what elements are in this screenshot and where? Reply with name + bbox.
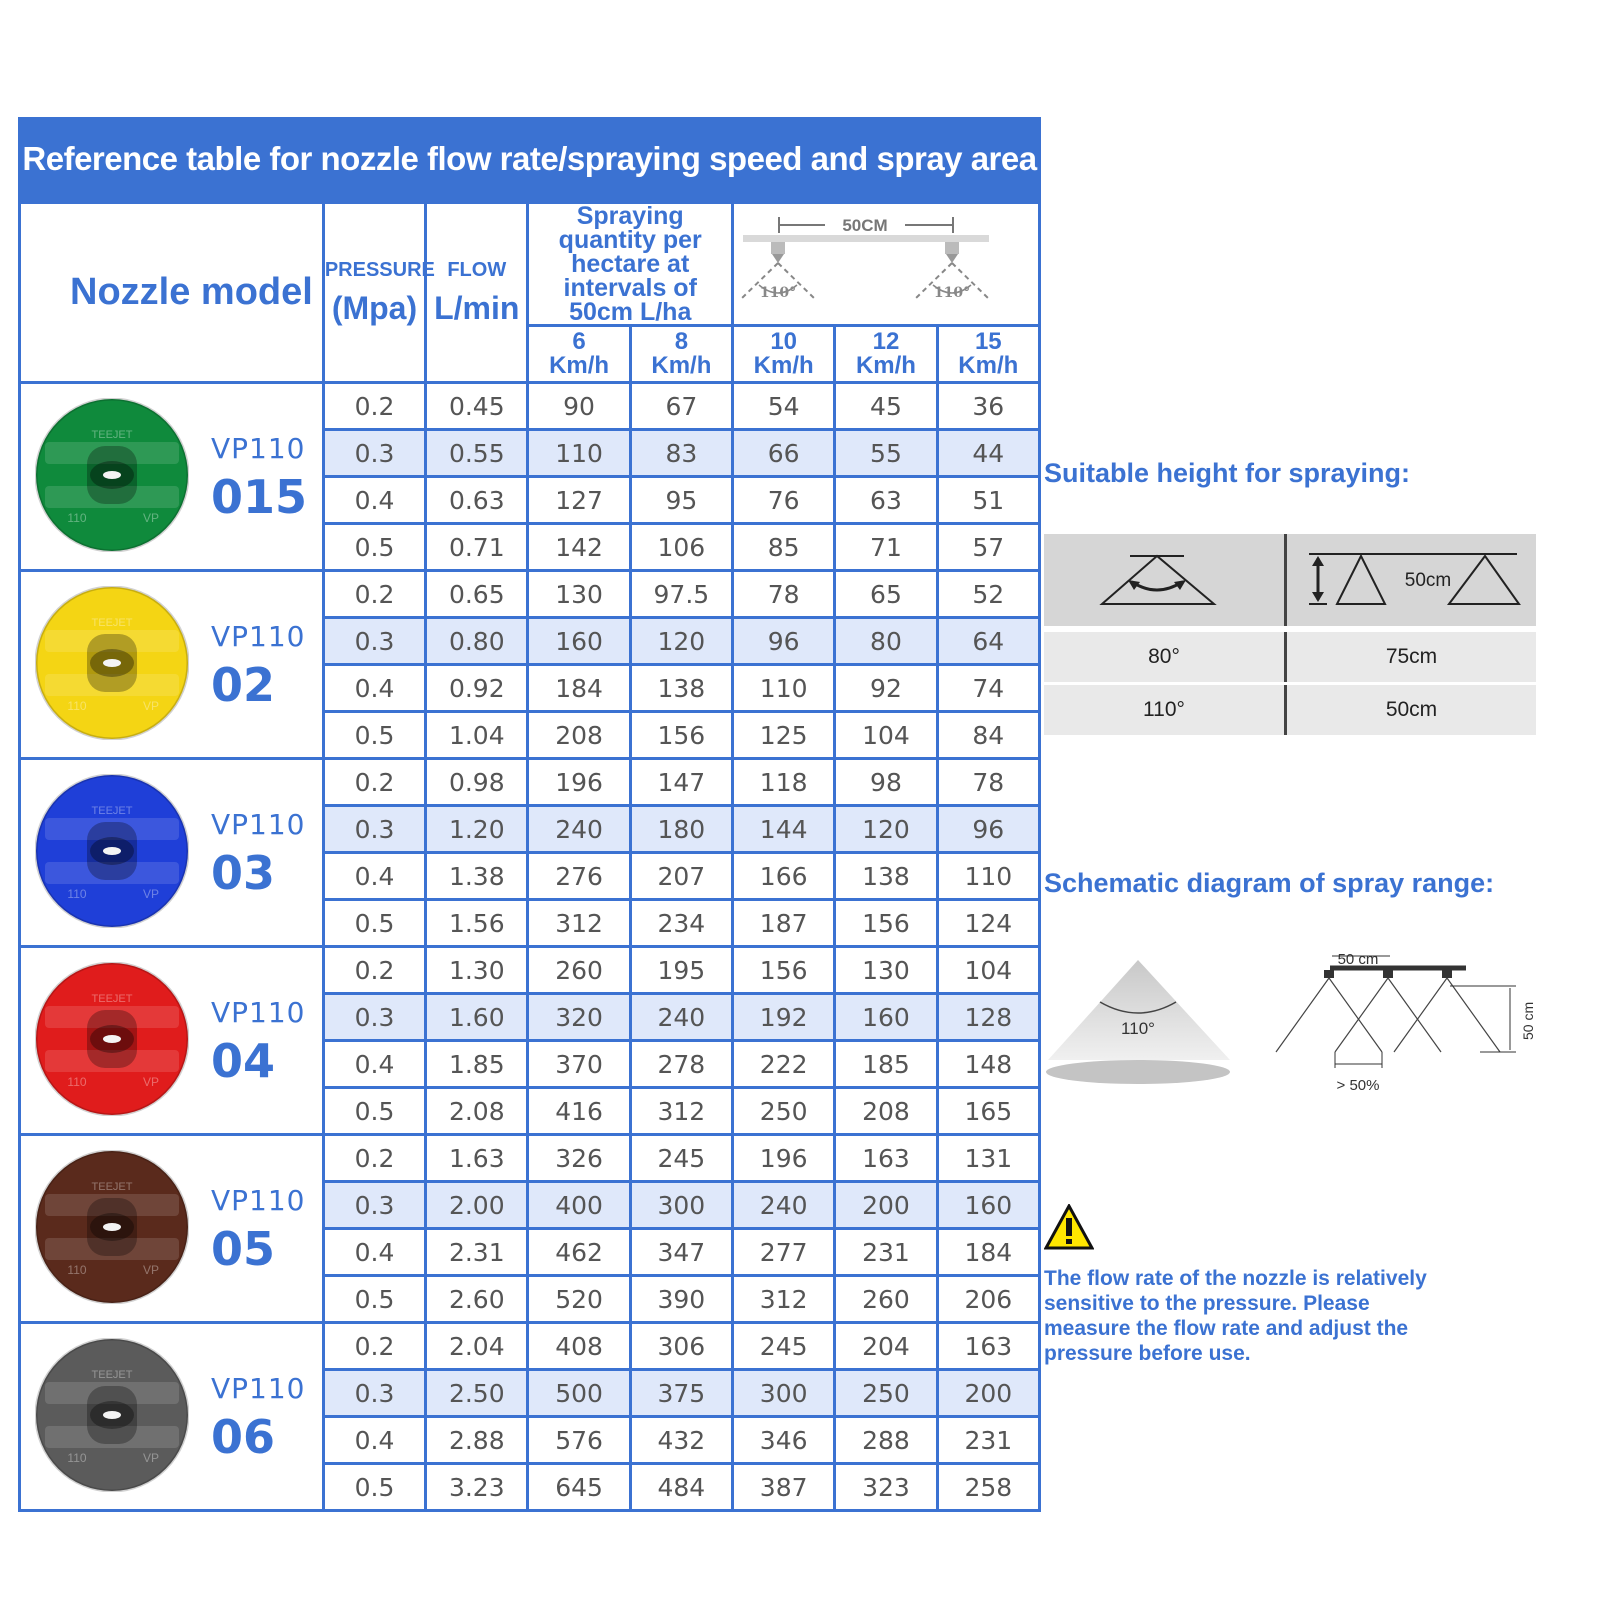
quantity-cell: 128: [937, 994, 1039, 1041]
quantity-cell: 110: [937, 853, 1039, 900]
svg-text:TEEJET: TEEJET: [91, 993, 133, 1005]
table-title: Reference table for nozzle flow rate/spraying speed and spray area: [18, 117, 1041, 201]
quantity-cell: 148: [937, 1041, 1039, 1088]
flow-cell: 2.31: [426, 1229, 528, 1276]
quantity-cell: 36: [937, 383, 1039, 430]
quantity-cell: 462: [528, 1229, 630, 1276]
right-nozzle-icon: [915, 242, 989, 301]
svg-text:110: 110: [67, 1075, 87, 1089]
quantity-cell: 78: [937, 759, 1039, 806]
pressure-cell: 0.4: [323, 477, 425, 524]
pressure-cell: 0.4: [323, 853, 425, 900]
model-code: 05: [211, 1222, 276, 1276]
svg-text:50 cm: 50 cm: [1520, 1001, 1536, 1040]
flow-cell: 3.23: [426, 1464, 528, 1511]
flow-cell: 1.63: [426, 1135, 528, 1182]
quantity-cell: 276: [528, 853, 630, 900]
pressure-header: PRESSURE (Mpa): [323, 203, 425, 383]
height-row-80: [1044, 632, 1536, 682]
quantity-cell: 85: [733, 524, 835, 571]
quantity-cell: 76: [733, 477, 835, 524]
table-row: [20, 1323, 1040, 1370]
quantity-cell: 240: [528, 806, 630, 853]
quantity-cell: 250: [835, 1370, 937, 1417]
quantity-cell: 208: [528, 712, 630, 759]
quantity-cell: 500: [528, 1370, 630, 1417]
model-code: 015: [211, 470, 308, 524]
quantity-cell: 520: [528, 1276, 630, 1323]
model-code: 03: [211, 846, 276, 900]
quantity-cell: 106: [630, 524, 732, 571]
height-table-header: [1044, 534, 1536, 626]
flow-cell: 1.04: [426, 712, 528, 759]
quantity-cell: 278: [630, 1041, 732, 1088]
quantity-cell: 258: [937, 1464, 1039, 1511]
quantity-cell: 387: [733, 1464, 835, 1511]
quantity-cell: 78: [733, 571, 835, 618]
quantity-cell: 160: [528, 618, 630, 665]
quantity-cell: 180: [630, 806, 732, 853]
quantity-cell: 165: [937, 1088, 1039, 1135]
quantity-cell: 118: [733, 759, 835, 806]
quantity-cell: 110: [528, 430, 630, 477]
quantity-cell: 80: [835, 618, 937, 665]
svg-text:TEEJET: TEEJET: [91, 1369, 133, 1381]
quantity-cell: 312: [528, 900, 630, 947]
svg-text:VP: VP: [142, 511, 160, 525]
quantity-cell: 260: [835, 1276, 937, 1323]
quantity-cell: 74: [937, 665, 1039, 712]
quantity-cell: 206: [937, 1276, 1039, 1323]
table-row: [20, 1135, 1040, 1182]
pressure-cell: 0.4: [323, 665, 425, 712]
spray-height-icon: [1287, 534, 1536, 626]
quantity-cell: 142: [528, 524, 630, 571]
quantity-cell: 200: [937, 1370, 1039, 1417]
pressure-cell: 0.3: [323, 1370, 425, 1417]
pressure-cell: 0.5: [323, 712, 425, 759]
quantity-cell: 131: [937, 1135, 1039, 1182]
nozzle-icon: [35, 1338, 189, 1492]
pressure-cell: 0.5: [323, 1276, 425, 1323]
svg-text:50cm: 50cm: [1404, 570, 1452, 591]
nozzle-icon: [35, 1150, 189, 1304]
table-row: [20, 947, 1040, 994]
speed-header-8: 8 Km/h: [630, 326, 732, 383]
reference-table-panel: [18, 117, 1041, 1512]
quantity-cell: 370: [528, 1041, 630, 1088]
quantity-cell: 52: [937, 571, 1039, 618]
quantity-cell: 96: [733, 618, 835, 665]
angle-value: 110°: [1044, 685, 1287, 735]
svg-text:TEEJET: TEEJET: [91, 805, 133, 817]
quantity-cell: 124: [937, 900, 1039, 947]
pressure-cell: 0.3: [323, 806, 425, 853]
pressure-cell: 0.5: [323, 1088, 425, 1135]
pressure-cell: 0.5: [323, 524, 425, 571]
nozzle-model-cell: [20, 571, 324, 759]
quantity-cell: 67: [630, 383, 732, 430]
pressure-cell: 0.3: [323, 1182, 425, 1229]
flow-cell: 1.38: [426, 853, 528, 900]
quantity-cell: 57: [937, 524, 1039, 571]
flow-cell: 0.65: [426, 571, 528, 618]
model-code: 04: [211, 1034, 276, 1088]
flow-cell: 2.00: [426, 1182, 528, 1229]
spray-angle-icon: [1044, 534, 1287, 626]
quantity-cell: 245: [733, 1323, 835, 1370]
model-code: 06: [211, 1410, 276, 1464]
nozzle-model-cell: [20, 383, 324, 571]
quantity-cell: 54: [733, 383, 835, 430]
reference-table: [18, 201, 1041, 1512]
quantity-cell: 240: [630, 994, 732, 1041]
quantity-cell: 110: [733, 665, 835, 712]
quantity-cell: 288: [835, 1417, 937, 1464]
quantity-cell: 130: [528, 571, 630, 618]
svg-text:110: 110: [67, 511, 87, 525]
flow-cell: 2.04: [426, 1323, 528, 1370]
pressure-cell: 0.2: [323, 383, 425, 430]
quantity-cell: 51: [937, 477, 1039, 524]
pressure-cell: 0.2: [323, 947, 425, 994]
pressure-cell: 0.4: [323, 1041, 425, 1088]
quantity-cell: 231: [937, 1417, 1039, 1464]
quantity-cell: 66: [733, 430, 835, 477]
quantity-cell: 98: [835, 759, 937, 806]
quantity-cell: 484: [630, 1464, 732, 1511]
quantity-cell: 95: [630, 477, 732, 524]
quantity-cell: 120: [835, 806, 937, 853]
quantity-cell: 163: [937, 1323, 1039, 1370]
flow-cell: 2.08: [426, 1088, 528, 1135]
nozzle-model-header: Nozzle model: [20, 203, 324, 383]
quantity-cell: 184: [528, 665, 630, 712]
flow-cell: 0.71: [426, 524, 528, 571]
nozzle-icon: [35, 398, 189, 552]
flow-cell: 0.92: [426, 665, 528, 712]
flow-cell: 0.63: [426, 477, 528, 524]
nozzle-model-cell: [20, 947, 324, 1135]
quantity-cell: 104: [835, 712, 937, 759]
quantity-cell: 92: [835, 665, 937, 712]
quantity-cell: 156: [835, 900, 937, 947]
quantity-cell: 346: [733, 1417, 835, 1464]
flow-cell: 2.88: [426, 1417, 528, 1464]
quantity-cell: 83: [630, 430, 732, 477]
pressure-cell: 0.2: [323, 1135, 425, 1182]
quantity-cell: 208: [835, 1088, 937, 1135]
left-nozzle-icon: [741, 242, 815, 301]
quantity-cell: 300: [733, 1370, 835, 1417]
nozzle-icon: [35, 586, 189, 740]
quantity-cell: 104: [937, 947, 1039, 994]
speed-header-15: 15 Km/h: [937, 326, 1039, 383]
quantity-cell: 312: [630, 1088, 732, 1135]
quantity-cell: 245: [630, 1135, 732, 1182]
quantity-cell: 240: [733, 1182, 835, 1229]
quantity-cell: 204: [835, 1323, 937, 1370]
quantity-cell: 192: [733, 994, 835, 1041]
flow-cell: 2.60: [426, 1276, 528, 1323]
svg-text:110: 110: [67, 1263, 87, 1277]
svg-text:110°: 110°: [1121, 1019, 1155, 1038]
table-row: [20, 759, 1040, 806]
pressure-cell: 0.3: [323, 618, 425, 665]
quantity-cell: 326: [528, 1135, 630, 1182]
quantity-cell: 300: [630, 1182, 732, 1229]
svg-text:TEEJET: TEEJET: [91, 429, 133, 441]
quantity-cell: 156: [733, 947, 835, 994]
quantity-cell: 120: [630, 618, 732, 665]
quantity-cell: 90: [528, 383, 630, 430]
quantity-cell: 323: [835, 1464, 937, 1511]
height-value: 50cm: [1385, 698, 1438, 721]
quantity-cell: 97.5: [630, 571, 732, 618]
quantity-cell: 184: [937, 1229, 1039, 1276]
quantity-cell: 195: [630, 947, 732, 994]
spray-cone-icon: [1046, 960, 1230, 1084]
model-prefix: VP110: [211, 808, 306, 841]
pressure-cell: 0.2: [323, 571, 425, 618]
quantity-cell: 44: [937, 430, 1039, 477]
quantity-cell: 196: [733, 1135, 835, 1182]
flow-header: FLOW L/min: [426, 203, 528, 383]
svg-text:VP: VP: [142, 1075, 160, 1089]
quantity-cell: 64: [937, 618, 1039, 665]
height-value: 75cm: [1385, 645, 1438, 668]
quantity-cell: 84: [937, 712, 1039, 759]
spacing-label: 50CM: [842, 215, 888, 235]
quantity-cell: 234: [630, 900, 732, 947]
flow-cell: 0.98: [426, 759, 528, 806]
svg-text:110°: 110°: [759, 284, 797, 301]
svg-text:TEEJET: TEEJET: [91, 1181, 133, 1193]
flow-cell: 2.50: [426, 1370, 528, 1417]
nozzle-model-cell: [20, 759, 324, 947]
model-prefix: VP110: [211, 432, 306, 465]
pressure-cell: 0.2: [323, 1323, 425, 1370]
pressure-cell: 0.5: [323, 900, 425, 947]
quantity-cell: 196: [528, 759, 630, 806]
quantity-cell: 645: [528, 1464, 630, 1511]
quantity-cell: 65: [835, 571, 937, 618]
flow-cell: 0.45: [426, 383, 528, 430]
quantity-cell: 408: [528, 1323, 630, 1370]
table-row: [20, 571, 1040, 618]
pressure-cell: 0.3: [323, 994, 425, 1041]
quantity-cell: 125: [733, 712, 835, 759]
quantity-cell: 320: [528, 994, 630, 1041]
svg-text:TEEJET: TEEJET: [91, 617, 133, 629]
nozzle-model-cell: [20, 1323, 324, 1511]
quantity-cell: 138: [835, 853, 937, 900]
pressure-cell: 0.3: [323, 430, 425, 477]
flow-cell: 1.56: [426, 900, 528, 947]
quantity-cell: 144: [733, 806, 835, 853]
quantity-cell: 277: [733, 1229, 835, 1276]
svg-text:> 50%: > 50%: [1336, 1077, 1380, 1094]
speed-header-6: 6 Km/h: [528, 326, 630, 383]
quantity-cell: 127: [528, 477, 630, 524]
speed-header-12: 12 Km/h: [835, 326, 937, 383]
spray-quantity-header: Spraying quantity per hectare at intervals of 50cm L/ha: [528, 203, 733, 326]
quantity-cell: 375: [630, 1370, 732, 1417]
angle-value: 80°: [1044, 632, 1287, 682]
pressure-cell: 0.4: [323, 1229, 425, 1276]
quantity-cell: 185: [835, 1041, 937, 1088]
model-prefix: VP110: [211, 1372, 306, 1405]
quantity-cell: 260: [528, 947, 630, 994]
quantity-cell: 96: [937, 806, 1039, 853]
pressure-cell: 0.2: [323, 759, 425, 806]
quantity-cell: 200: [835, 1182, 937, 1229]
svg-text:110: 110: [67, 1451, 87, 1465]
height-table: [1044, 534, 1536, 735]
quantity-cell: 306: [630, 1323, 732, 1370]
quantity-cell: 250: [733, 1088, 835, 1135]
quantity-cell: 390: [630, 1276, 732, 1323]
quantity-cell: 187: [733, 900, 835, 947]
quantity-cell: 312: [733, 1276, 835, 1323]
svg-text:VP: VP: [142, 699, 160, 713]
model-prefix: VP110: [211, 996, 306, 1029]
nozzle-icon: [35, 774, 189, 928]
quantity-cell: 147: [630, 759, 732, 806]
svg-text:110: 110: [67, 887, 87, 901]
overlap-diagram-icon: [1276, 951, 1536, 1094]
quantity-cell: 160: [937, 1182, 1039, 1229]
table-row: [20, 383, 1040, 430]
nozzle-model-cell: [20, 1135, 324, 1323]
height-section-heading: Suitable height for spraying:: [1044, 458, 1411, 488]
flow-cell: 1.60: [426, 994, 528, 1041]
pressure-cell: 0.5: [323, 1464, 425, 1511]
quantity-cell: 432: [630, 1417, 732, 1464]
quantity-cell: 45: [835, 383, 937, 430]
quantity-cell: 576: [528, 1417, 630, 1464]
pressure-cell: 0.4: [323, 1417, 425, 1464]
svg-text:110°: 110°: [933, 284, 971, 301]
height-row-110: [1044, 685, 1536, 735]
svg-text:VP: VP: [142, 1263, 160, 1277]
quantity-cell: 130: [835, 947, 937, 994]
spray-range-diagram: [1040, 940, 1560, 1110]
quantity-cell: 347: [630, 1229, 732, 1276]
svg-text:VP: VP: [142, 887, 160, 901]
quantity-cell: 163: [835, 1135, 937, 1182]
range-section-heading: Schematic diagram of spray range:: [1044, 868, 1495, 898]
quantity-cell: 222: [733, 1041, 835, 1088]
warning-triangle-icon: [1044, 1204, 1094, 1250]
quantity-cell: 63: [835, 477, 937, 524]
quantity-cell: 55: [835, 430, 937, 477]
spacing-diagram-header: [733, 203, 1040, 326]
quantity-cell: 166: [733, 853, 835, 900]
speed-header-10: 10 Km/h: [733, 326, 835, 383]
quantity-cell: 71: [835, 524, 937, 571]
quantity-cell: 416: [528, 1088, 630, 1135]
quantity-cell: 156: [630, 712, 732, 759]
svg-text:VP: VP: [142, 1451, 160, 1465]
flow-cell: 0.55: [426, 430, 528, 477]
warning-text: The flow rate of the nozzle is relatively sensitive to the pressure. Please measure the flow rate and adjust the pressure before use.: [1044, 1267, 1427, 1365]
flow-cell: 1.85: [426, 1041, 528, 1088]
quantity-cell: 207: [630, 853, 732, 900]
quantity-cell: 160: [835, 994, 937, 1041]
flow-cell: 0.80: [426, 618, 528, 665]
model-prefix: VP110: [211, 620, 306, 653]
nozzle-spacing-diagram: [741, 211, 1031, 311]
svg-text:50 cm: 50 cm: [1337, 951, 1379, 968]
flow-cell: 1.30: [426, 947, 528, 994]
nozzle-icon: [35, 962, 189, 1116]
quantity-cell: 400: [528, 1182, 630, 1229]
model-prefix: VP110: [211, 1184, 306, 1217]
quantity-cell: 231: [835, 1229, 937, 1276]
quantity-cell: 138: [630, 665, 732, 712]
svg-text:110: 110: [67, 699, 87, 713]
flow-cell: 1.20: [426, 806, 528, 853]
model-code: 02: [211, 658, 276, 712]
